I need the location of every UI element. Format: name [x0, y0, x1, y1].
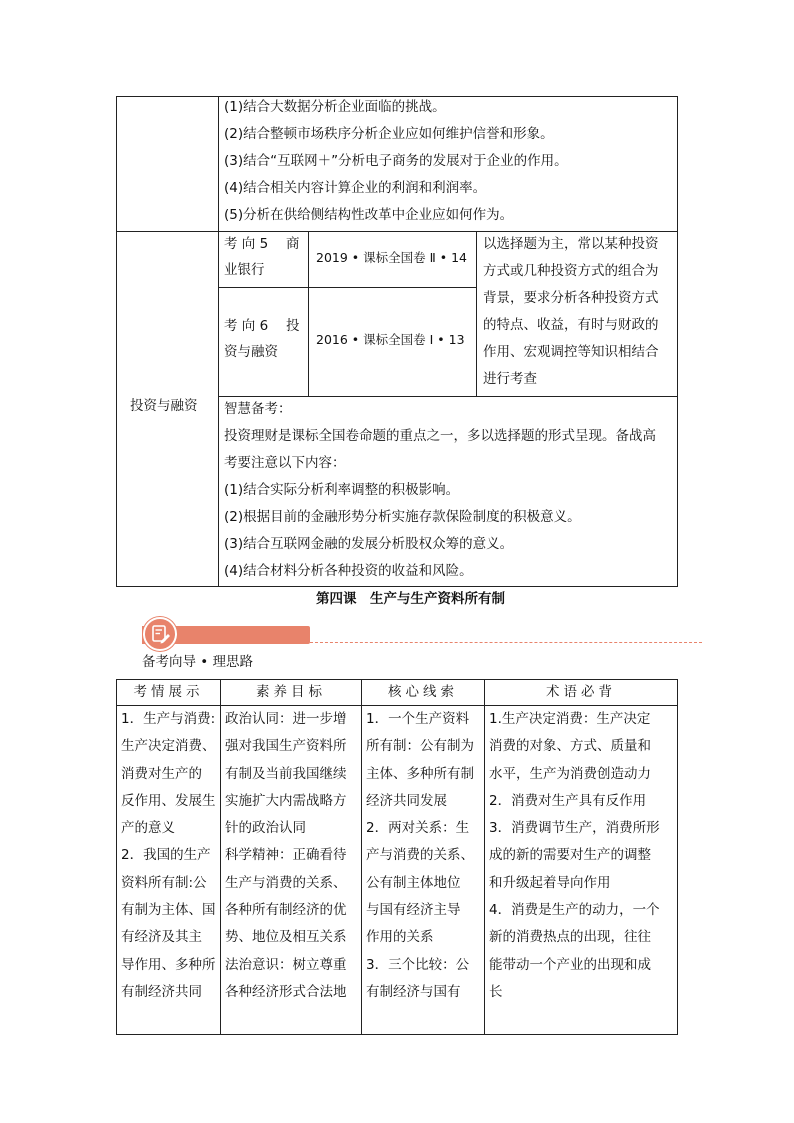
header-cell: 核心线索 — [362, 680, 485, 706]
list-item: (2)根据目前的金融形势分析实施存款保险制度的积极意义。 — [224, 509, 581, 525]
core-clue-cell: 1．一个生产资料 所有制：公有制为 主体、多种所有制 经济共同发展 2．两对关系：生 产与消费的关系、 公有制主体地位 与国有经济主导 作用的关系 3．三个比较：公 有制经济与国有 — [362, 706, 485, 1035]
list-item: (4)结合材料分析各种投资的收益和风险。 — [224, 563, 473, 579]
banner-dashed-line — [310, 642, 702, 643]
header-cell: 术语必背 — [485, 680, 678, 706]
section1-items — [224, 94, 674, 229]
list-item: (4)结合相关内容计算企业的利润和利润率。 — [224, 180, 487, 196]
header-cell: 考情展示 — [117, 680, 221, 706]
list-item: (5)分析在供给侧结构性改革中企业应如何作为。 — [224, 207, 514, 223]
table1-divider-col2 — [308, 231, 309, 397]
table1-divider-col1 — [218, 96, 219, 587]
table1-border-right — [677, 96, 678, 587]
table-row — [117, 706, 678, 1035]
smart-title: 智慧备考： — [224, 401, 292, 417]
row-label-investment: 投资与融资 — [130, 398, 198, 414]
exam-situation-cell: 1．生产与消费: 生产决定消费、 消费对生产的 反作用、发展生 产的意义 2．我国的生产 资料所有制:公 有制为主体、国 有经济及其主 导作用、多种所 有制经济共同 — [117, 706, 221, 1035]
table1-divider-col3 — [476, 231, 477, 397]
direction5-exam: 2019 • 课标全国卷 Ⅱ • 14 — [316, 250, 467, 265]
direction5-label: 考 向 5 商 业银行 — [224, 236, 300, 278]
literacy-goal-cell: 政治认同：进一步增 强对我国生产资料所 有制及当前我国继续 实施扩大内需战略方 针的政治认同 科学精神：正确看待 生产与消费的关系、 各种所有制经济的优 势、地位及相互关系 法治意识：树立尊重 各种经济形式合法地 — [221, 706, 362, 1035]
pencil-note-icon — [145, 619, 175, 649]
smart-preparation: 智慧备考： 投资理财是课标全国卷命题的重点之一，多以选择题的形式呈现。备战高 考要注意以下内容： (1)结合实际分析利率调整的积极影响。 (2)根据目前的金融形势分析实施存款保险制度的积极意义。 (3)结合互联网金融的发展分析股权众筹的意义。 (4)结合材料分析各种投资的收益和风险。 — [224, 396, 674, 585]
list-item: (3)结合“互联网＋”分析电子商务的发展对于企业的作用。 — [224, 153, 568, 169]
list-item: (1)结合实际分析利率调整的积极影响。 — [224, 482, 460, 498]
guide-label: 备考向导 • 理思路 — [142, 654, 254, 670]
table1-divider-row-mid — [218, 287, 477, 288]
direction6-exam: 2016 • 课标全国卷 Ⅰ • 13 — [316, 332, 465, 347]
banner-icon — [143, 617, 177, 651]
lesson-title: 第四课 生产与生产资料所有制 — [316, 591, 505, 607]
list-item: (2)结合整顿市场秩序分析企业应如何维护信誉和形象。 — [224, 126, 554, 142]
direction6-label: 考 向 6 投 资与融资 — [224, 318, 300, 360]
terms-cell: 1.生产决定消费：生产决定 消费的对象、方式、质量和 水平，生产为消费创造动力 2．消费对生产具有反作用 3．消费调节生产，消费所形 成的新的需要对生产的调整 和升级起着导向作用 4．消费是生产的动力，一个 新的消费热点的出现，往往 能带动一个产业的出现和成 长 — [485, 706, 678, 1035]
exam-description: 以选择题为主，常以某种投资 方式或几种投资方式的组合为 背景，要求分析各种投资方式 的特点、收益，有时与财政的 作用、宏观调控等知识相结合 进行考查 — [483, 236, 659, 387]
list-item: (3)结合互联网金融的发展分析股权众筹的意义。 — [224, 536, 514, 552]
study-guide-table — [116, 679, 678, 1035]
header-cell: 素养目标 — [221, 680, 362, 706]
table1-divider-left-col — [116, 231, 219, 232]
table-header-row — [117, 680, 678, 706]
list-item: (1)结合大数据分析企业面临的挑战。 — [224, 99, 446, 115]
table1-border-left — [116, 96, 117, 587]
